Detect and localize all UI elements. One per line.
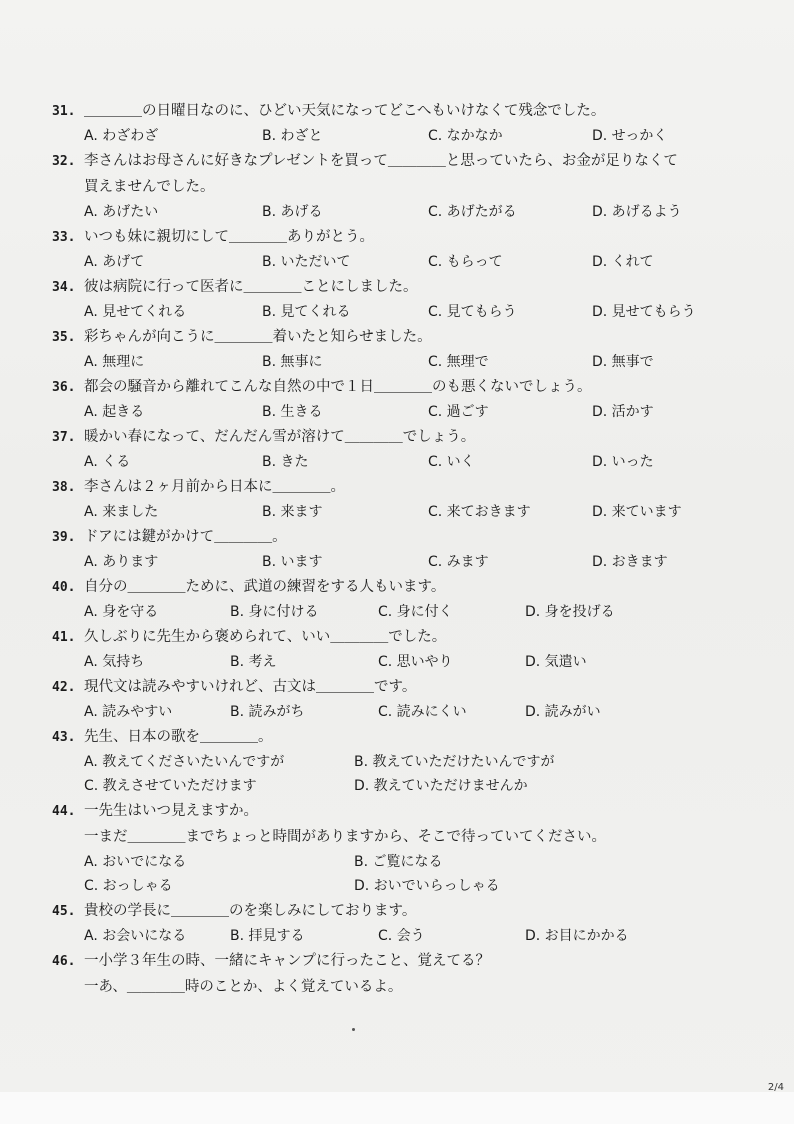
question-text: 都会の騒音から離れてこんな自然の中で１日＿＿＿＿のも悪くないでしょう。	[84, 379, 592, 395]
options	[52, 924, 752, 948]
options	[52, 550, 752, 574]
option-c[interactable]: C. 過ごす	[428, 404, 489, 420]
option-c[interactable]: C. あげたがる	[428, 204, 517, 220]
option-d[interactable]: D. せっかく	[592, 128, 668, 144]
question-number: 45.	[52, 904, 76, 919]
option-a[interactable]: A. あげて	[84, 254, 145, 270]
options-row-1	[52, 850, 752, 874]
options	[52, 500, 752, 524]
options-row-2	[52, 774, 752, 798]
question-40	[52, 574, 752, 624]
option-c[interactable]: C. なかなか	[428, 128, 503, 144]
option-c[interactable]: C. 思いやり	[378, 654, 453, 670]
option-c[interactable]: C. 無理で	[428, 354, 489, 370]
question-number: 41.	[52, 630, 76, 645]
question-38	[52, 474, 752, 524]
question-text: 現代文は読みやすいけれど、古文は＿＿＿＿です。	[84, 679, 417, 695]
options	[52, 250, 752, 274]
option-b[interactable]: B. 来ます	[262, 504, 323, 520]
question-number: 42.	[52, 680, 76, 695]
options	[52, 300, 752, 324]
option-b[interactable]: B. 無事に	[262, 354, 323, 370]
option-d[interactable]: D. 気遣い	[525, 654, 587, 670]
question-text: 先生、日本の歌を＿＿＿＿。	[84, 729, 273, 745]
options	[52, 200, 752, 224]
question-text: 李さんは２ヶ月前から日本に＿＿＿＿。	[84, 479, 345, 495]
option-a[interactable]: A. 身を守る	[84, 604, 159, 620]
option-c[interactable]: C. 教えさせていただけます	[84, 778, 257, 794]
question-text-continued: 買えませんでした。	[84, 179, 215, 195]
question-text: 暖かい春になって、だんだん雪が溶けて＿＿＿＿でしょう。	[84, 429, 476, 445]
option-d[interactable]: D. おいでいらっしゃる	[354, 878, 500, 894]
option-c[interactable]: C. 読みにくい	[378, 704, 467, 720]
option-b[interactable]: B. いただいて	[262, 254, 351, 270]
option-a[interactable]: A. 読みやすい	[84, 704, 173, 720]
question-number: 39.	[52, 530, 76, 545]
page-number: 2/4	[767, 1082, 784, 1093]
options	[52, 700, 752, 724]
option-d[interactable]: D. くれて	[592, 254, 654, 270]
option-a[interactable]: A. わざわざ	[84, 128, 159, 144]
question-list	[52, 98, 752, 1000]
question-text: いつも妹に親切にして＿＿＿＿ありがとう。	[84, 229, 374, 245]
question-text: 久しぶりに先生から褒められて、いい＿＿＿＿でした。	[84, 629, 447, 645]
question-text: 一先生はいつ見えますか。	[84, 803, 258, 819]
question-text: 彩ちゃんが向こうに＿＿＿＿着いたと知らせました。	[84, 329, 432, 345]
question-number: 37.	[52, 430, 76, 445]
question-39	[52, 524, 752, 574]
option-a[interactable]: A. 見せてくれる	[84, 304, 187, 320]
option-c[interactable]: C. みます	[428, 554, 489, 570]
question-number: 38.	[52, 480, 76, 495]
question-number: 43.	[52, 730, 76, 745]
option-d[interactable]: D. 身を投げる	[525, 604, 615, 620]
question-text: 彼は病院に行って医者に＿＿＿＿ことにしました。	[84, 279, 418, 295]
option-d[interactable]: D. あげるよう	[592, 204, 682, 220]
option-d[interactable]: D. 来ています	[592, 504, 682, 520]
option-c[interactable]: C. 見てもらう	[428, 304, 517, 320]
stray-mark	[352, 1028, 355, 1031]
option-b[interactable]: B. 生きる	[262, 404, 323, 420]
question-number: 46.	[52, 954, 76, 969]
option-c[interactable]: C. 来ておきます	[428, 504, 531, 520]
question-32	[52, 148, 752, 224]
option-c[interactable]: C. 身に付く	[378, 604, 453, 620]
option-a[interactable]: A. おいでになる	[84, 854, 187, 870]
question-number: 35.	[52, 330, 76, 345]
options	[52, 350, 752, 374]
option-a[interactable]: A. 気持ち	[84, 654, 145, 670]
page-footer-band	[0, 1092, 794, 1124]
option-c[interactable]: C. もらって	[428, 254, 503, 270]
question-text-continued: 一あ、＿＿＿＿時のことか、よく覚えているよ。	[84, 979, 403, 995]
option-b[interactable]: B. います	[262, 554, 323, 570]
question-text: 一小学３年生の時、一緒にキャンプに行ったこと、覚えてる？	[84, 953, 490, 969]
question-36	[52, 374, 752, 424]
question-33	[52, 224, 752, 274]
option-a[interactable]: A. 起きる	[84, 404, 145, 420]
option-b[interactable]: B. ご覧になる	[354, 854, 443, 870]
question-text-continued: 一まだ＿＿＿＿までちょっと時間がありますから、そこで待っていてください。	[84, 829, 606, 845]
options	[52, 450, 752, 474]
question-number: 34.	[52, 280, 76, 295]
option-a[interactable]: A. あげたい	[84, 204, 159, 220]
question-text: ドアには鍵がかけて＿＿＿＿。	[84, 529, 287, 545]
option-b[interactable]: B. あげる	[262, 204, 323, 220]
question-37	[52, 424, 752, 474]
question-45	[52, 898, 752, 948]
option-d[interactable]: D. 無事で	[592, 354, 654, 370]
options-row-1	[52, 750, 752, 774]
option-a[interactable]: A. 来ました	[84, 504, 159, 520]
option-b[interactable]: B. 身に付ける	[230, 604, 319, 620]
question-number: 44.	[52, 804, 76, 819]
option-a[interactable]: A. あります	[84, 554, 159, 570]
question-text: 李さんはお母さんに好きなプレゼントを買って＿＿＿＿と思っていたら、お金が足りなくて	[84, 153, 678, 169]
options	[52, 600, 752, 624]
option-d[interactable]: D. お目にかかる	[525, 928, 629, 944]
option-b[interactable]: B. 見てくれる	[262, 304, 351, 320]
options	[52, 124, 752, 148]
question-44	[52, 798, 752, 898]
options	[52, 400, 752, 424]
question-number: 36.	[52, 380, 76, 395]
question-text: 自分の＿＿＿＿ために、武道の練習をする人もいます。	[84, 579, 446, 595]
question-number: 40.	[52, 580, 76, 595]
option-b[interactable]: B. わざと	[262, 128, 323, 144]
question-number: 31.	[52, 104, 76, 119]
option-d[interactable]: D. いった	[592, 454, 654, 470]
question-text: ＿＿＿＿の日曜日なのに、ひどい天気になってどこへもいけなくて残念でした。	[84, 103, 606, 119]
option-a[interactable]: A. お会いになる	[84, 928, 187, 944]
options	[52, 650, 752, 674]
question-46	[52, 948, 752, 1000]
question-31	[52, 98, 752, 148]
options-row-2	[52, 874, 752, 898]
question-number: 33.	[52, 230, 76, 245]
option-b[interactable]: B. 考え	[230, 654, 277, 670]
option-c[interactable]: C. おっしゃる	[84, 878, 173, 894]
question-35	[52, 324, 752, 374]
option-a[interactable]: A. 無理に	[84, 354, 145, 370]
option-c[interactable]: C. 会う	[378, 928, 425, 944]
option-d[interactable]: D. 活かす	[592, 404, 654, 420]
option-a[interactable]: A. くる	[84, 454, 131, 470]
option-c[interactable]: C. いく	[428, 454, 475, 470]
question-number: 32.	[52, 154, 76, 169]
option-b[interactable]: B. 教えていただけたいんですが	[354, 754, 555, 770]
question-text: 貴校の学長に＿＿＿＿のを楽しみにしております。	[84, 903, 417, 919]
question-34	[52, 274, 752, 324]
question-43	[52, 724, 752, 798]
option-b[interactable]: B. きた	[262, 454, 309, 470]
option-d[interactable]: D. 見せてもらう	[592, 304, 696, 320]
option-d[interactable]: D. 読みがい	[525, 704, 601, 720]
question-41	[52, 624, 752, 674]
option-d[interactable]: D. 教えていただけませんか	[354, 778, 528, 794]
question-42	[52, 674, 752, 724]
option-b[interactable]: B. 読みがち	[230, 704, 305, 720]
option-b[interactable]: B. 拝見する	[230, 928, 305, 944]
option-d[interactable]: D. おきます	[592, 554, 668, 570]
option-a[interactable]: A. 教えてくださいたいんですが	[84, 754, 285, 770]
